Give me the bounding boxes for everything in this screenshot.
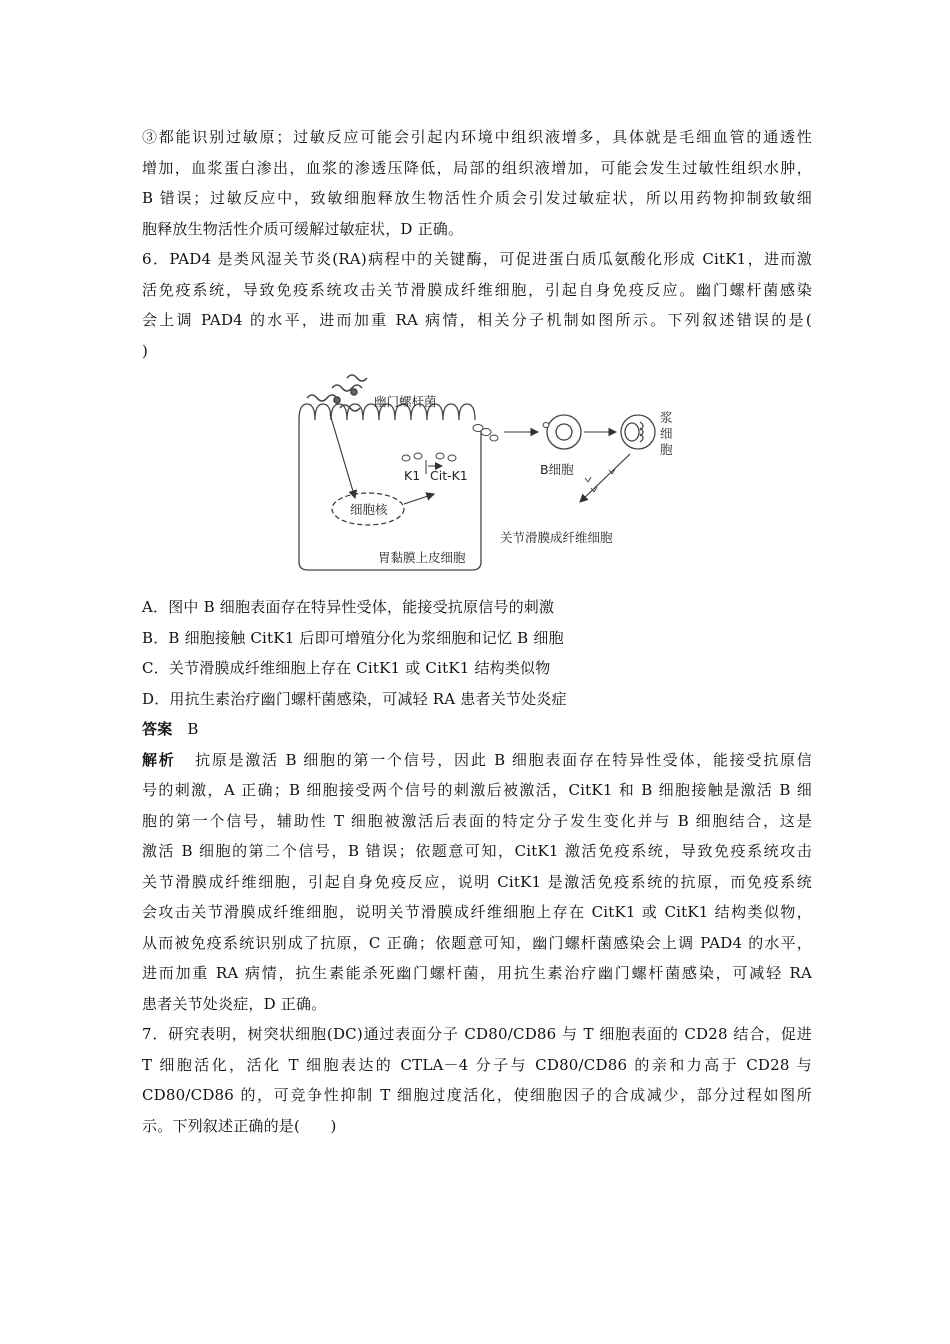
- label-citk1: Cit-K1: [430, 468, 468, 483]
- text-line: 会攻击关节滑膜成纤维细胞，说明关节滑膜成纤维细胞上存在 CitK1 或 CitK1 结构类似物，: [142, 903, 812, 921]
- analysis-block: [142, 745, 812, 1020]
- label-k1: K1: [404, 468, 421, 483]
- text-line: 抗原是激活 B 细胞的第一个信号，因此 B 细胞表面存在特异性受体，能接受抗原信: [195, 750, 813, 769]
- label-bacteria: 幽门螺杆菌: [374, 394, 437, 409]
- text-line: 6．PAD4 是类风湿关节炎(RA)病程中的关键酶，可促进蛋白质瓜氨酸化形成 CitK1，进而激: [142, 250, 812, 268]
- diagram-svg: [142, 370, 812, 592]
- text-line: 患者关节处炎症，D 正确。: [142, 994, 327, 1013]
- label-fibroblast: 关节滑膜成纤维细胞: [500, 530, 613, 545]
- text-line: 活免疫系统，导致免疫系统攻击关节滑膜成纤维细胞，引起自身免疫反应。幽门螺杆菌感染: [142, 280, 812, 299]
- text-line: ): [142, 341, 149, 360]
- label-plasma-3: 胞: [660, 442, 673, 457]
- text-line: 胞的第一个信号，辅助性 T 细胞被激活后表面的特定分子发生变化并与 B 细胞结合，这是: [142, 811, 812, 830]
- text-line: T 细胞活化，活化 T 细胞表达的 CTLA－4 分子与 CD80/CD86 的亲和力高于 CD28 与: [142, 1055, 812, 1074]
- answer-line: [142, 714, 812, 745]
- pad4-mechanism-figure: [142, 370, 812, 592]
- k1-molecules-icon: [402, 425, 498, 462]
- question-7-stem: [142, 1019, 812, 1141]
- text-line: 会上调 PAD4 的水平，进而加重 RA 病情，相关分子机制如图所示。下列叙述错误的是(: [142, 311, 812, 329]
- option-d: D．用抗生素治疗幽门螺杆菌感染，可减轻 RA 患者关节处炎症: [142, 689, 567, 708]
- text-line: 激活 B 细胞的第二个信号，B 错误；依题意可知，CitK1 激活免疫系统，导致免疫系统攻击: [142, 842, 812, 860]
- question-6-stem: [142, 244, 812, 366]
- bacteria-icon: [307, 375, 367, 411]
- bcell-icon: [543, 415, 581, 449]
- antibody-icon: [585, 469, 615, 492]
- arrow-antibody: [580, 454, 630, 502]
- label-epithelial-cell: 胃黏膜上皮细胞: [378, 550, 466, 565]
- arrow-nucleus-out: [404, 494, 434, 504]
- option-b: B．B 细胞接触 CitK1 后即可增殖分化为浆细胞和记忆 B 细胞: [142, 628, 564, 647]
- text-line: 号的刺激，A 正确；B 细胞接受两个信号的刺激后被激活，CitK1 和 B 细胞接触是激活 B 细: [142, 781, 812, 799]
- document-page: [142, 122, 812, 1141]
- text-line: 关节滑膜成纤维细胞，引起自身免疫反应，说明 CitK1 是激活免疫系统的抗原，而免疫系统: [142, 872, 812, 891]
- text-line: 胞释放生物活性介质可缓解过敏症状，D 正确。: [142, 219, 464, 238]
- text-line: B 错误；过敏反应中，致敏细胞释放生物活性介质会引发过敏症状，所以用药物抑制致敏细: [142, 189, 812, 207]
- analysis-label: 解析: [142, 750, 176, 769]
- text-line: 示。下列叙述正确的是( ): [142, 1116, 337, 1135]
- epithelial-cell-outline: [299, 404, 481, 570]
- text-line: 从而被免疫系统识别成了抗原，C 正确；依题意可知，幽门螺杆菌感染会上调 PAD4 的水平，: [142, 933, 812, 952]
- answer-value: B: [187, 720, 199, 738]
- plasma-cell-icon: [621, 415, 655, 449]
- option-c: C．关节滑膜成纤维细胞上存在 CitK1 或 CitK1 结构类似物: [142, 659, 551, 677]
- text-line: 7．研究表明，树突状细胞(DC)通过表面分子 CD80/CD86 与 T 细胞表面的 CD28 结合，促进: [142, 1025, 812, 1043]
- text-line: 增加，血浆蛋白渗出，血浆的渗透压降低，局部的组织液增加，可能会发生过敏性组织水肿，: [142, 158, 812, 177]
- arrow-bacteria-nucleus: [330, 414, 355, 498]
- label-bcell: B细胞: [540, 462, 574, 477]
- paragraph-previous-answer: [142, 122, 812, 244]
- question-6-options: [142, 592, 812, 714]
- text-line: 进而加重 RA 病情，抗生素能杀死幽门螺杆菌，用抗生素治疗幽门螺杆菌感染，可减轻 RA: [142, 964, 812, 982]
- label-plasma-2: 细: [660, 426, 673, 441]
- text-line: ③都能识别过敏原；过敏反应可能会引起内环境中组织液增多，具体就是毛细血管的通透性: [142, 128, 812, 146]
- analysis-first-line: [142, 745, 812, 776]
- label-plasma-1: 浆: [660, 410, 673, 425]
- answer-label: 答案: [142, 720, 173, 738]
- label-nucleus: 细胞核: [350, 502, 388, 517]
- option-a: A．图中 B 细胞表面存在特异性受体，能接受抗原信号的刺激: [142, 598, 555, 616]
- text-line: CD80/CD86 的，可竞争性抑制 T 细胞过度活化，使细胞因子的合成减少，部分过程如图所: [142, 1086, 812, 1104]
